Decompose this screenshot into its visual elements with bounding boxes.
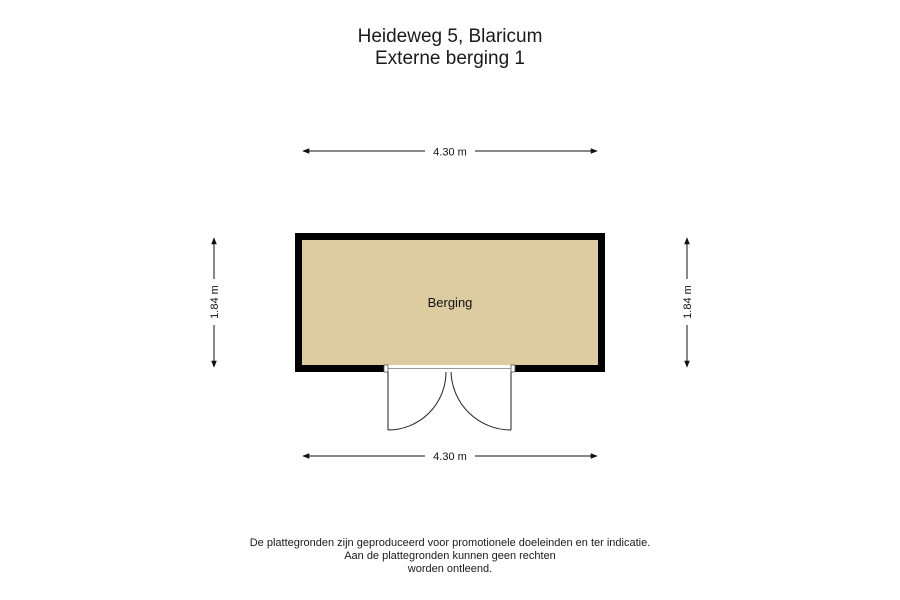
floor-title: Externe berging 1 (375, 48, 525, 69)
dimension-left (209, 238, 221, 367)
disclaimer-line-2: Aan de plattegronden kunnen geen rechten (344, 550, 556, 562)
dimension-right (682, 238, 694, 367)
dimension-bottom-label: 4.30 m (433, 451, 467, 463)
room-label-berging: Berging (427, 295, 473, 310)
dimension-top (303, 147, 597, 159)
double-door (388, 372, 511, 430)
dimension-left-label: 1.84 m (209, 285, 221, 319)
disclaimer-line-3: worden ontleend. (407, 563, 493, 575)
disclaimer-line-1: De plattegronden zijn geproduceerd voor promotionele doeleinden en ter indicatie. (249, 537, 651, 549)
dimension-right-label: 1.84 m (682, 285, 694, 319)
door-jamb-left (384, 365, 388, 372)
dimension-top-label: 4.30 m (433, 146, 467, 159)
door-jamb-right (511, 365, 515, 372)
address-title: Heideweg 5, Blaricum (357, 26, 543, 47)
dimension-bottom (303, 451, 597, 463)
